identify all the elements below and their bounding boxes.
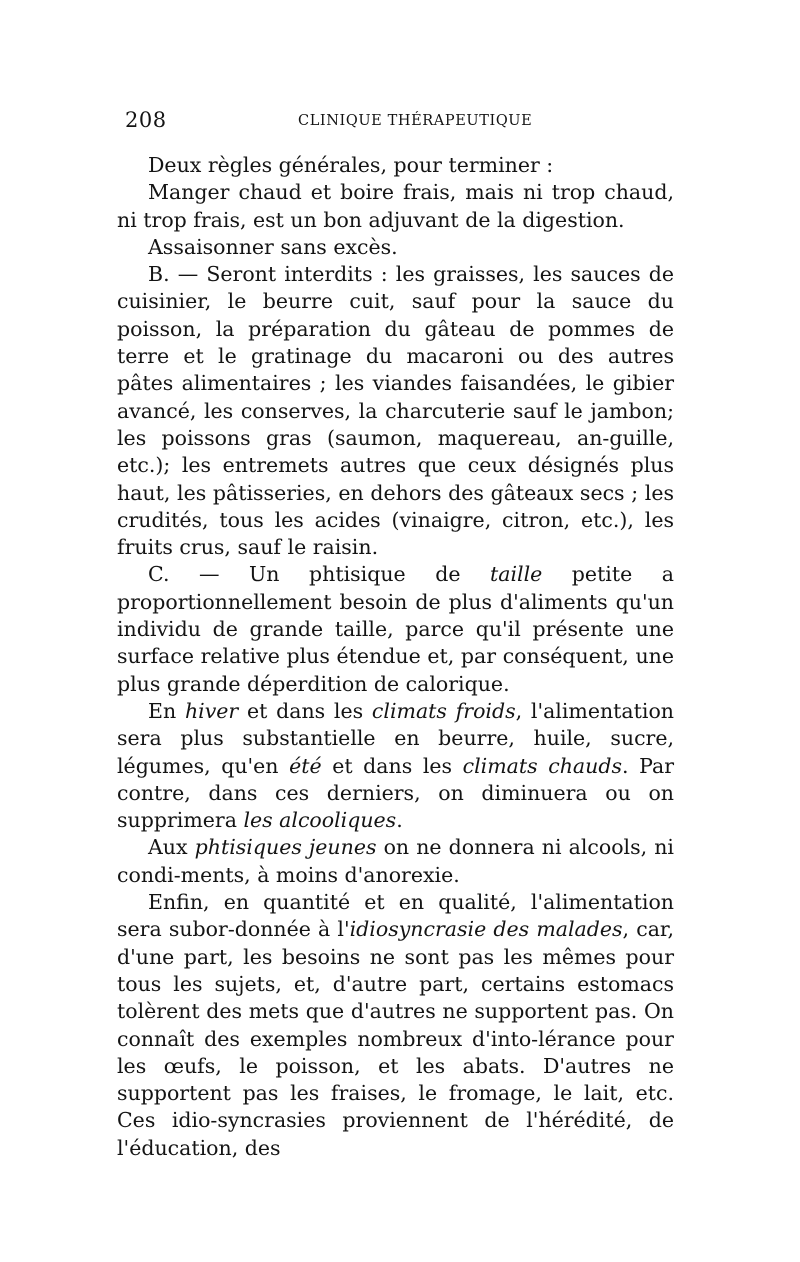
- paragraph-chaud-frais: Manger chaud et boire frais, mais ni trop chaud, ni trop frais, est un bon adjuvant de la digestion.: [117, 180, 674, 232]
- italic-run: climats froids: [371, 698, 516, 723]
- paragraph-assaisonner: Assaisonner sans excès.: [148, 234, 398, 259]
- text-run: petite a proportionnellement besoin de plus d'aliments qu'un individu de grande taille, parce qu'il présente une surface relative plus étendue et, par conséquent, une plus grande déperdition de calorique.: [117, 562, 674, 696]
- body-text: [117, 152, 674, 1162]
- italic-run: taille: [490, 562, 543, 587]
- italic-run: les alcooliques: [243, 808, 397, 833]
- paragraph-climats: [117, 698, 674, 834]
- text-run: on ne donnera ni alcools, ni condi-ments, à moins d'anorexie.: [117, 835, 674, 887]
- paragraph-c-taille: [117, 561, 674, 697]
- text-run: , car, d'une part, les besoins ne sont pas les mêmes pour tous les sujets, et, d'autre part, certains estomacs tolèrent des mets que d'autres ne supportent pas. On connaît des exemples nombreux d'into-lérance pour les œufs, le poisson, et les abats. D'autres ne supportent pas les fraises, le fromage, le lait, etc. Ces idio-syncrasies proviennent de l'hérédité, de l'éducation, des: [117, 917, 674, 1160]
- text-run: .: [396, 808, 403, 833]
- text-run: C. — Un phtisique de: [148, 562, 491, 587]
- text-run: Aux: [148, 835, 195, 860]
- text-run: et dans les: [321, 753, 463, 778]
- text-run: et dans les: [238, 698, 372, 723]
- text-run: Enfin, en quantité et en qualité, l'alimentation sera subor-donnée à l': [117, 890, 674, 942]
- paragraph-phtisiques-jeunes: [117, 834, 674, 889]
- text-run: , l'alimentation sera plus substantielle en beurre, huile, sucre, légumes, qu'en: [117, 698, 674, 778]
- text-run: . Par contre, dans ces derniers, on diminuera ou on supprimera: [117, 753, 674, 833]
- text-run: En: [148, 698, 185, 723]
- paragraph-idiosyncrasie: [117, 889, 674, 1162]
- italic-run: phtisiques jeunes: [194, 835, 377, 860]
- italic-run: été: [289, 753, 322, 778]
- italic-run: idiosyncrasie des malades: [349, 917, 623, 942]
- running-head: [117, 106, 674, 136]
- running-title: CLINIQUE THÉRAPEUTIQUE: [298, 113, 533, 129]
- page-number: 208: [125, 108, 167, 132]
- book-page: [117, 0, 674, 1262]
- paragraph-b-interdits: B. — Seront interdits : les graisses, les sauces de cuisinier, le beurre cuit, sauf pour la sauce du poisson, la préparation du gâteau de pommes de terre et le gratinage du macaroni ou des autres pâtes alimentaires ; les viandes faisandées, le gibier avancé, les conserves, la charcuterie sauf le jambon; les poissons gras (saumon, maquereau, an-guille, etc.); les entremets autres que ceux désignés plus haut, les pâtisseries, en dehors des gâteaux secs ; les crudités, tous les acides (vinaigre, citron, etc.), les fruits crus, sauf le raisin.: [117, 262, 674, 560]
- paragraph-intro: Deux règles générales, pour terminer :: [148, 153, 554, 177]
- italic-run: hiver: [184, 698, 239, 723]
- italic-run: climats chauds: [462, 753, 622, 778]
